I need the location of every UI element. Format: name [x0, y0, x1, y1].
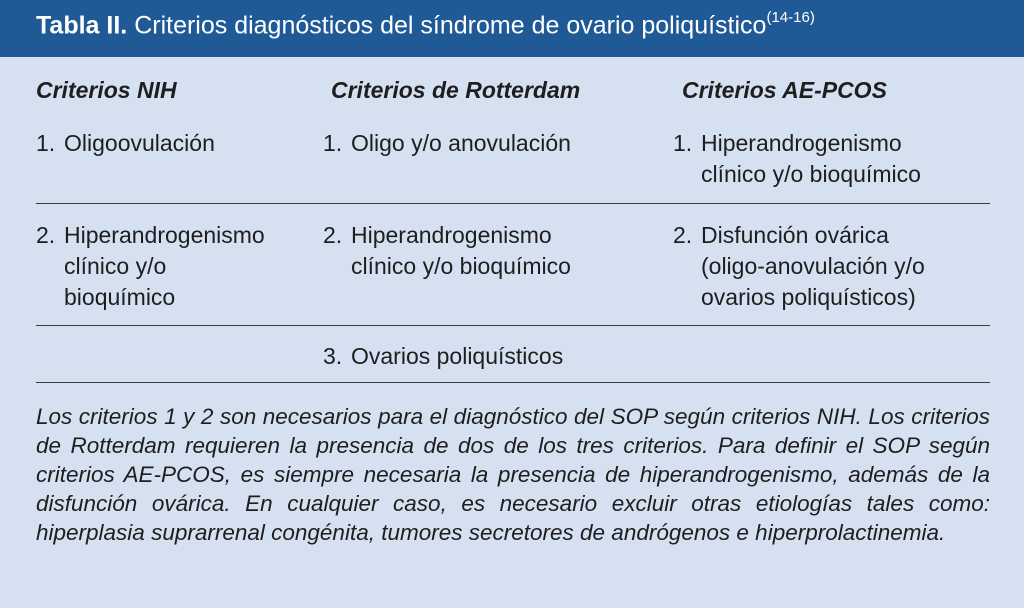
table-label: Tabla II. [36, 11, 128, 40]
item-text: Ovarios poliquísticos [351, 343, 564, 369]
column-header-rotterdam: Criterios de Rotterdam [331, 77, 581, 103]
item-text: Hiperandrogenismo [351, 222, 552, 248]
item-text: ovarios poliquísticos) [701, 284, 916, 310]
table-cell [323, 220, 571, 282]
item-number: 1. [36, 130, 56, 156]
item-text: Hiperandrogenismo [64, 222, 265, 248]
table-header [0, 0, 1024, 57]
table-bottom-rule [36, 382, 990, 383]
column-header-aepcos: Criterios AE-PCOS [682, 77, 887, 103]
row-divider [36, 325, 990, 326]
item-text: Oligo y/o anovulación [351, 130, 571, 156]
table-cell [323, 341, 563, 372]
item-text: bioquímico [64, 284, 176, 310]
table-references: (14-16) [766, 9, 815, 26]
item-number: 2. [323, 222, 343, 248]
table-title: Criterios diagnósticos del síndrome de ovario poliquístico [134, 11, 767, 40]
item-text: clínico y/o bioquímico [701, 161, 921, 187]
item-text: Oligoovulación [64, 130, 215, 156]
item-number: 2. [36, 222, 56, 248]
item-text: Disfunción ovárica [701, 222, 889, 248]
table-cell [36, 128, 215, 159]
item-number: 1. [673, 130, 693, 156]
column-header-nih: Criterios NIH [36, 77, 177, 103]
item-text: (oligo-anovulación y/o [701, 253, 925, 279]
table-cell [36, 220, 265, 313]
item-number: 2. [673, 222, 693, 248]
item-text: clínico y/o bioquímico [351, 253, 571, 279]
item-text: Hiperandrogenismo [701, 130, 902, 156]
item-number: 1. [323, 130, 343, 156]
table-cell [673, 128, 921, 190]
table-cell [673, 220, 925, 313]
row-divider [36, 203, 990, 204]
item-text: clínico y/o [64, 253, 167, 279]
table-footnote: Los criterios 1 y 2 son necesarios para el diagnóstico del SOP según criterios NIH. Los criterios de Rotterdam requieren la presencia de dos de los tres criterios. Para definir el SOP según criterios AE-PCOS, es siempre necesaria la presencia de hiperandrogenismo, además de la disfunción ovárica. En cualquier caso, es necesario excluir otras etiologías tales como: hiperplasia suprarrenal congénita, tumores secretores de andrógenos e hiperprolactinemia. [36, 404, 990, 545]
item-number: 3. [323, 343, 343, 369]
table-cell [323, 128, 571, 159]
